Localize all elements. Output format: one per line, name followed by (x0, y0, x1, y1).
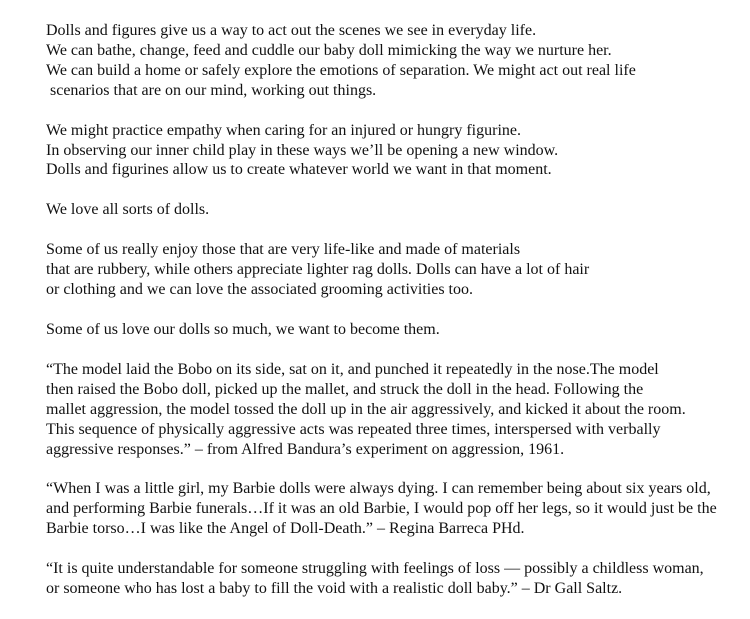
text-line: Barbie torso…I was like the Angel of Doll-Death.” – Regina Barreca PHd. (46, 520, 525, 538)
paragraph-empathy (46, 121, 746, 181)
text-line: aggressive responses.” – from Alfred Bandura’s experiment on aggression, 1961. (46, 440, 565, 458)
paragraph-materials (46, 240, 746, 300)
text-line: or someone who has lost a baby to fill the void with a realistic doll baby.” – Dr Gall Saltz. (46, 580, 623, 598)
text-line: and performing Barbie funerals…If it was an old Barbie, I would pop off her legs, so it would just be the (46, 500, 717, 518)
text-line: This sequence of physically aggressive acts was repeated three times, interspersed with verbally (46, 420, 661, 438)
text-line: mallet aggression, the model tossed the doll up in the air aggressively, and kicked it about the room. (46, 400, 686, 418)
quote-bandura (46, 360, 746, 460)
quote-barreca (46, 479, 746, 539)
text-line: We might practice empathy when caring for an injured or hungry figurine. (46, 121, 521, 139)
text-line: Dolls and figurines allow us to create whatever world we want in that moment. (46, 161, 552, 179)
quote-saltz (46, 559, 746, 599)
text-line: We love all sorts of dolls. (46, 201, 210, 219)
text-line: “It is quite understandable for someone struggling with feelings of loss — possibly a childless woman, (46, 560, 704, 578)
text-line: or clothing and we can love the associated grooming activities too. (46, 281, 473, 299)
text-line: Some of us love our dolls so much, we want to become them. (46, 320, 440, 338)
text-line: Dolls and figures give us a way to act out the scenes we see in everyday life. (46, 22, 537, 39)
text-line: We can bathe, change, feed and cuddle our baby doll mimicking the way we nurture her. (46, 41, 612, 59)
text-line: In observing our inner child play in these ways we’ll be opening a new window. (46, 141, 559, 159)
text-line: “When I was a little girl, my Barbie dolls were always dying. I can remember being about six years old, (46, 480, 711, 498)
text-line: “The model laid the Bobo on its side, sat on it, and punched it repeatedly in the nose.The model (46, 360, 659, 378)
text-line: Some of us really enjoy those that are very life-like and made of materials (46, 241, 521, 259)
text-line: scenarios that are on our mind, working out things. (50, 81, 377, 99)
paragraph-become-them (46, 320, 746, 340)
text-line: then raised the Bobo doll, picked up the mallet, and struck the doll in the head. Following the (46, 380, 644, 398)
paragraph-dolls-scenes (46, 21, 746, 101)
text-line: We can build a home or safely explore the emotions of separation. We might act out real life (46, 61, 636, 79)
paragraph-love-dolls (46, 200, 746, 220)
text-line: that are rubbery, while others appreciate lighter rag dolls. Dolls can have a lot of hair (46, 261, 590, 279)
document-body (46, 21, 746, 619)
